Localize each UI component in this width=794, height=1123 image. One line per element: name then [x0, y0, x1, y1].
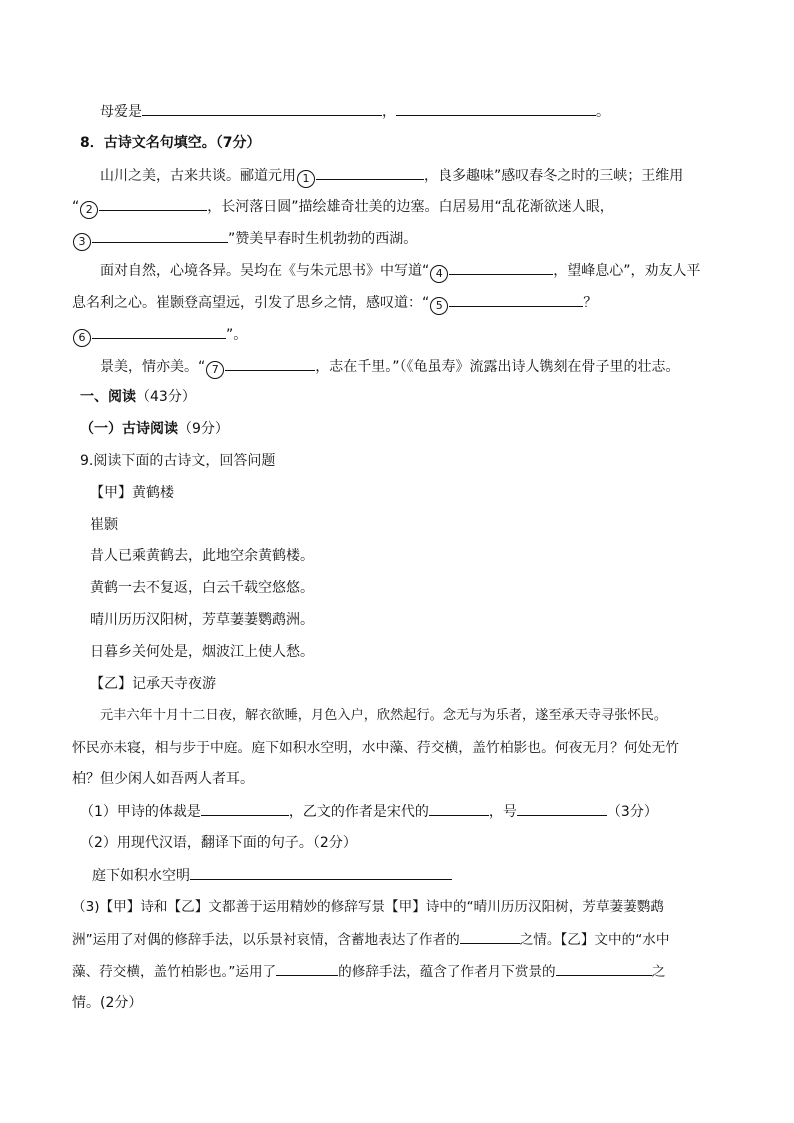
blank-genre[interactable] [201, 801, 289, 816]
q9-sub2: （2）用现代汉语，翻译下面的句子。（2分） [80, 835, 357, 851]
blank-emotion-jia[interactable] [460, 929, 520, 944]
marker-7-icon: 7 [206, 361, 224, 379]
blank-7[interactable] [225, 356, 315, 371]
blank-author[interactable] [429, 801, 489, 816]
blank-1[interactable] [316, 165, 424, 180]
q7-label: 母爱是 [100, 104, 142, 120]
marker-3-icon: 3 [73, 233, 91, 251]
prose-line: 怀民亦未寝，相与步于中庭。庭下如积水空明，水中藻、荇交横，盖竹柏影也。何夜无月？何处无竹 [72, 740, 680, 756]
poem-line: 日暮乡关何处是，烟波江上使人愁。 [90, 644, 314, 660]
subsection-heading: （一）古诗阅读（9分） [80, 421, 229, 437]
blank-emotion-yi[interactable] [556, 961, 652, 976]
poem-author: 崔颢 [90, 517, 118, 533]
poem-line: 黄鹤一去不复返，白云千载空悠悠。 [90, 580, 314, 596]
q9-sub3-line-1: （3)【甲】诗和【乙】文都善于运用精妙的修辞写景【甲】诗中的“晴川历历汉阳树，芳草萋萋鹦鹉 [72, 899, 664, 915]
blank-5[interactable] [449, 292, 583, 307]
q9-intro: 9.阅读下面的古诗文，回答问题 [80, 453, 276, 469]
q8-line-5: 息名利之心。崔颢登高望远，引发了思乡之情，感叹道：“ 5 ？ [72, 292, 597, 312]
blank-rhetoric[interactable] [276, 961, 338, 976]
blank-6[interactable] [92, 324, 226, 339]
q8-line-4: 面对自然，心境各异。吴均在《与朱元思书》中写道“ 4 ，望峰息心”，劝友人平 [100, 260, 701, 280]
prose-line: 元丰六年十月十二日夜，解衣欲睡，月色入户，欣然起行。念无与为乐者，遂至承天寺寻张怀民。 [100, 708, 668, 723]
period: 。 [596, 104, 610, 120]
yi-title: 【乙】记承天寺夜游 [90, 676, 216, 692]
q8-line-6: 6 ”。 [72, 324, 247, 344]
q8-line-3: 3 ”赞美早春时生机勃勃的西湖。 [72, 228, 417, 248]
marker-1-icon: 1 [297, 170, 315, 188]
marker-4-icon: 4 [430, 265, 448, 283]
q7-tail-line [100, 101, 610, 121]
section-heading: 一、阅读（43分） [80, 389, 196, 405]
q8-line-2: “ 2 ，长河落日圆”描绘雄奇壮美的边塞。白居易用“乱花渐欲迷人眼， [72, 196, 614, 216]
prose-line: 柏？但少闲人如吾两人者耳。 [72, 771, 254, 787]
q8-line-1: 山川之美，古来共谈。郦道元用 1 ，良多趣味”感叹春冬之时的三峡；王维用 [100, 165, 683, 185]
q9-sub3-line-2: 洲”运用了对偶的修辞手法，以乐景衬哀情，含蓄地表达了作者的 之情。【乙】文中的“水中 [72, 929, 669, 949]
blank-3[interactable] [92, 228, 228, 243]
q9-sub1: （1）甲诗的体裁是 ，乙文的作者是宋代的 ，号 （3分） [80, 801, 658, 821]
q8-heading: 8．古诗文名句填空。（7分） [80, 135, 261, 151]
blank-mother-love-1[interactable] [142, 101, 382, 116]
marker-6-icon: 6 [73, 329, 91, 347]
comma: ， [382, 104, 396, 120]
jia-title: 【甲】黄鹤楼 [90, 485, 174, 501]
q9-sub3-line-4: 情。(2分） [72, 995, 143, 1011]
q9-sub3-line-3: 藻、荇交横，盖竹柏影也。”运用了 的修辞手法，蕴含了作者月下赏景的 之 [72, 961, 665, 981]
marker-2-icon: 2 [80, 201, 98, 219]
q8-line-7: 景美，情亦美。“ 7 ，志在千里。”（《龟虽寿》流露出诗人镌刻在骨子里的壮志。 [100, 356, 680, 376]
marker-5-icon: 5 [430, 297, 448, 315]
blank-mother-love-2[interactable] [396, 101, 596, 116]
q9-sub2-sentence: 庭下如积水空明 [92, 865, 452, 885]
blank-translation[interactable] [190, 865, 452, 880]
poem-line: 昔人已乘黄鹤去，此地空余黄鹤楼。 [90, 548, 314, 564]
blank-2[interactable] [99, 196, 207, 211]
blank-hao[interactable] [517, 801, 607, 816]
blank-4[interactable] [449, 260, 553, 275]
poem-line: 晴川历历汉阳树，芳草萋萋鹦鹉洲。 [90, 612, 314, 628]
